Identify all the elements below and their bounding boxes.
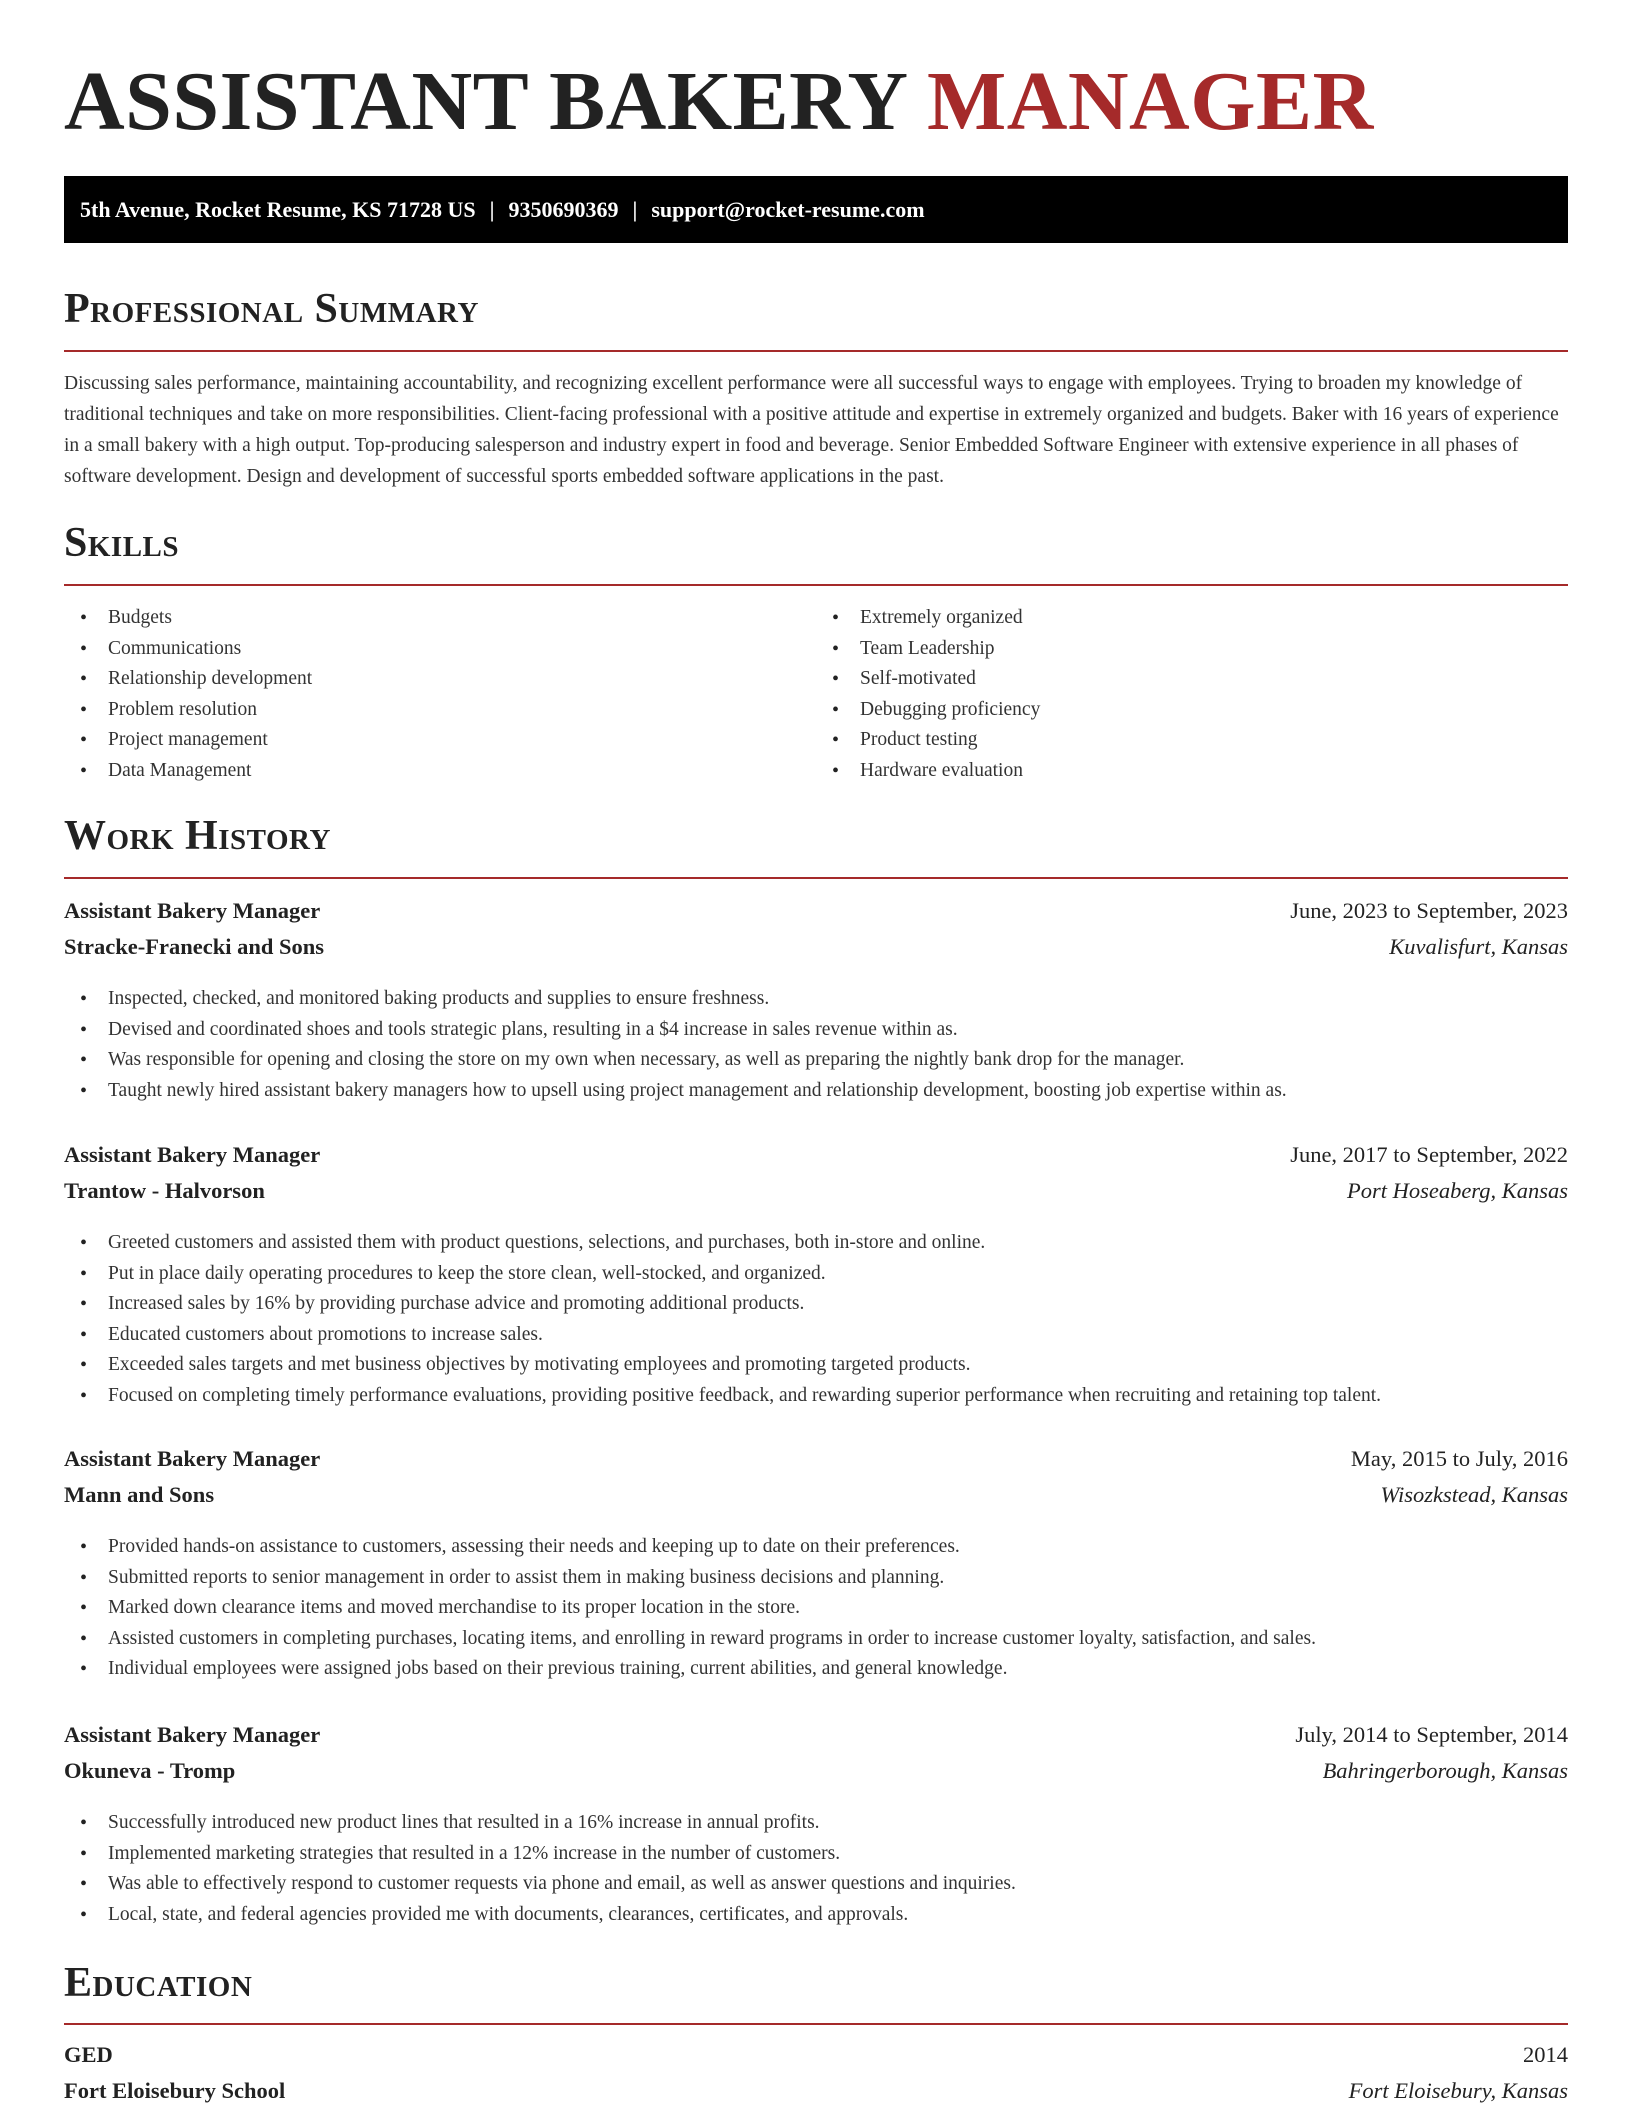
work-history-divider (64, 877, 1568, 879)
job-company: Okuneva - Tromp (64, 1758, 236, 1783)
title-part-2: MANAGER (926, 55, 1374, 148)
contact-address: 5th Avenue, Rocket Resume, KS 71728 US (80, 196, 476, 222)
job-bullet: • Submitted reports to senior management in order to assist them in making business decisions and planning. (64, 1563, 1568, 1594)
job-bullets (64, 1532, 1568, 1685)
job-bullet: • Successfully introduced new product lines that resulted in a 16% increase in annual profits. (64, 1808, 1568, 1839)
job-dates: May, 2015 to July, 2016 (1350, 1446, 1568, 1471)
job-bullet: • Provided hands-on assistance to customers, assessing their needs and keeping up to date on their preferences. (64, 1532, 1568, 1563)
job-bullet: • Was responsible for opening and closing the store on my own when necessary, as well as preparing the nightly bank drop for the manager. (64, 1045, 1568, 1076)
skills-divider (64, 584, 1568, 586)
job-bullet: • Marked down clearance items and moved merchandise to its proper location in the store. (64, 1593, 1568, 1624)
job-bullet: • Local, state, and federal agencies provided me with documents, clearances, certificates, and approvals. (64, 1900, 1568, 1931)
resume-title (64, 0, 1568, 176)
job-bullet: • Taught newly hired assistant bakery managers how to upsell using project management and relationship development, boosting job expertise within as. (64, 1076, 1568, 1107)
contact-phone: 9350690369 (508, 196, 619, 222)
summary-section (64, 288, 1568, 330)
work-history-section (64, 815, 1568, 857)
skills-heading: Skills (64, 520, 180, 566)
job-bullet: • Implemented marketing strategies that resulted in a 12% increase in the number of customers. (64, 1839, 1568, 1870)
job-location: Port Hoseaberg, Kansas (1346, 1178, 1568, 1203)
job-bullet: • Focused on completing timely performance evaluations, providing positive feedback, and rewarding superior performance when recruiting and retaining top talent. (64, 1381, 1568, 1412)
job-entry (64, 898, 1568, 1106)
job-dates: June, 2017 to September, 2022 (1290, 1142, 1568, 1167)
skills-list (64, 603, 1568, 786)
skill-item: • Relationship development (64, 664, 816, 695)
job-title: Assistant Bakery Manager (64, 1142, 321, 1167)
job-bullet: • Was able to effectively respond to customer requests via phone and email, as well as answer questions and inquiries. (64, 1869, 1568, 1900)
summary-heading: Professional Summary (64, 286, 479, 332)
job-bullet: • Increased sales by 16% by providing purchase advice and promoting additional products. (64, 1289, 1568, 1320)
skill-item: • Hardware evaluation (816, 756, 1568, 787)
skill-item: • Problem resolution (64, 695, 816, 726)
job-bullets (64, 984, 1568, 1106)
skill-item: • Team Leadership (816, 634, 1568, 665)
contact-email: support@rocket-resume.com (651, 196, 925, 222)
job-entry (64, 1142, 1568, 1411)
skills-column-left (64, 603, 816, 786)
job-dates: July, 2014 to September, 2014 (1295, 1722, 1568, 1747)
job-dates: June, 2023 to September, 2023 (1290, 898, 1568, 923)
skill-item: • Product testing (816, 725, 1568, 756)
job-bullet: • Exceeded sales targets and met business objectives by motivating employees and promoting targeted products. (64, 1350, 1568, 1381)
job-location: Wisozkstead, Kansas (1380, 1482, 1568, 1507)
title-part-1: ASSISTANT BAKERY (64, 55, 906, 148)
summary-text: Discussing sales performance, maintaining accountability, and recognizing excellent performance were all successful ways to engage with employees. Trying to broaden my knowledge of traditional techniques and take on more responsibilities. Client-facing professional with a positive attitude and expertise in extremely organized and budgets. Baker with 16 years of experience in a small bakery with a high output. Top-producing salesperson and industry expert in food and beverage. Senior Embedded Software Engineer with extensive experience in all phases of software development. Design and development of successful sports embedded software applications in the past. (64, 373, 1559, 487)
skill-item: • Debugging proficiency (816, 695, 1568, 726)
job-location: Bahringerborough, Kansas (1322, 1758, 1568, 1783)
education-divider (64, 2023, 1568, 2025)
skill-item: • Data Management (64, 756, 816, 787)
job-bullet: • Individual employees were assigned jobs based on their previous training, current abilities, and general knowledge. (64, 1654, 1568, 1685)
work-history-heading: Work History (64, 813, 331, 859)
job-company: Stracke-Franecki and Sons (64, 934, 325, 959)
education-year: 2014 (1523, 2042, 1568, 2067)
job-bullet: • Inspected, checked, and monitored baking products and supplies to ensure freshness. (64, 984, 1568, 1015)
skills-column-right (816, 603, 1568, 786)
education-entry (64, 2042, 1568, 2114)
job-entry (64, 1446, 1568, 1685)
job-bullet: • Greeted customers and assisted them with product questions, selections, and purchases, both in-store and online. (64, 1228, 1568, 1259)
job-entry (64, 1722, 1568, 1930)
contact-separator: | (489, 196, 495, 222)
job-bullet: • Devised and coordinated shoes and tools strategic plans, resulting in a $4 increase in sales revenue within as. (64, 1015, 1568, 1046)
skills-section (64, 522, 1568, 564)
contact-bar (64, 176, 1568, 243)
job-bullets (64, 1228, 1568, 1411)
contact-separator: | (632, 196, 638, 222)
skill-item: • Self-motivated (816, 664, 1568, 695)
job-bullet: • Put in place daily operating procedures to keep the store clean, well-stocked, and organized. (64, 1259, 1568, 1290)
education-heading: Education (64, 1960, 253, 2006)
job-title: Assistant Bakery Manager (64, 1446, 321, 1471)
skill-item: • Extremely organized (816, 603, 1568, 634)
education-section (64, 1962, 1568, 2004)
summary-divider (64, 350, 1568, 352)
education-location: Fort Eloisebury, Kansas (1348, 2078, 1568, 2103)
job-location: Kuvalisfurt, Kansas (1389, 934, 1568, 959)
education-school: Fort Eloisebury School (64, 2078, 286, 2103)
job-bullet: • Educated customers about promotions to increase sales. (64, 1320, 1568, 1351)
job-bullet: • Assisted customers in completing purchases, locating items, and enrolling in reward programs in order to increase customer loyalty, satisfaction, and sales. (64, 1624, 1568, 1655)
skill-item: • Communications (64, 634, 816, 665)
job-title: Assistant Bakery Manager (64, 898, 321, 923)
skill-item: • Project management (64, 725, 816, 756)
job-title: Assistant Bakery Manager (64, 1722, 321, 1747)
job-company: Trantow - Halvorson (64, 1178, 265, 1203)
education-degree: GED (64, 2042, 113, 2067)
job-bullets (64, 1808, 1568, 1930)
skill-item: • Budgets (64, 603, 816, 634)
job-company: Mann and Sons (64, 1482, 215, 1507)
